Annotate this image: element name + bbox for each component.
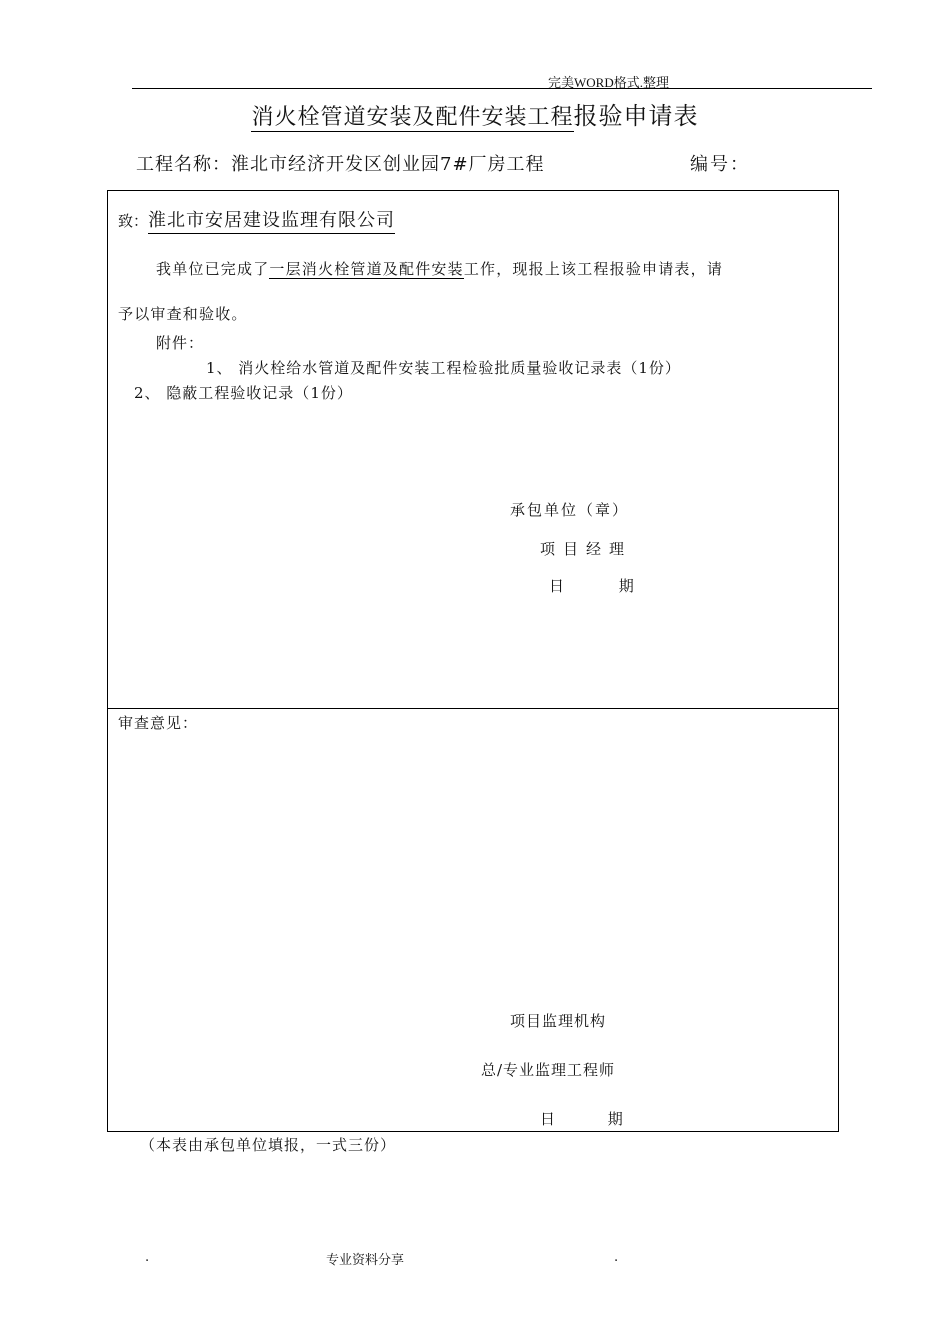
date-label-2: 日 期: [540, 1110, 623, 1128]
date-label-1: 日 期: [549, 577, 634, 595]
project-manager-label: 项目经理: [540, 540, 633, 558]
project-name: 工程名称：淮北市经济开发区创业园7#厂房工程: [136, 154, 545, 175]
statement-work-item: 一层消火栓管道及配件安装: [269, 260, 464, 278]
form-box: [107, 190, 839, 1132]
attachment-item-1: 1、 消火栓给水管道及配件安装工程检验批质量验收记录表（1份）: [206, 359, 681, 377]
footer-dot-left: .: [145, 1250, 150, 1265]
recipient-company: 淮北市安居建设监理有限公司: [148, 210, 395, 234]
footer-text: 专业资料分享: [326, 1252, 405, 1267]
title-underlined-part: 消火栓管道安装及配件安装工程: [251, 105, 574, 130]
attachment-item-2: 2、 隐蔽工程验收记录（1份）: [134, 384, 353, 402]
statement-pre: 我单位已完成了: [156, 260, 270, 278]
attachments-label: 附件：: [156, 334, 205, 352]
footer-dot-right: .: [614, 1250, 619, 1265]
document-title: [0, 96, 950, 131]
supervision-org-label: 项目监理机构: [510, 1012, 607, 1030]
recipient-line: [118, 206, 395, 232]
contractor-seal-label: 承包单位（章）: [510, 501, 630, 519]
statement-post: 工作，现报上该工程报验申请表，请: [463, 260, 724, 278]
statement-line-2: 予以审查和验收。: [118, 305, 248, 323]
supervisor-engineer-label: 总/专业监理工程师: [481, 1061, 616, 1079]
statement-line-1: [156, 258, 723, 279]
page-header-text: 完美WORD格式.整理: [548, 75, 669, 90]
recipient-label: 致：: [118, 212, 149, 230]
form-divider: [107, 708, 839, 709]
title-form-name: 报验申请表: [573, 102, 699, 130]
code-label: 编号：: [690, 154, 750, 175]
header-rule: [132, 88, 872, 89]
form-note: （本表由承包单位填报，一式三份）: [140, 1136, 397, 1154]
review-opinion-label: 审查意见：: [118, 714, 199, 732]
